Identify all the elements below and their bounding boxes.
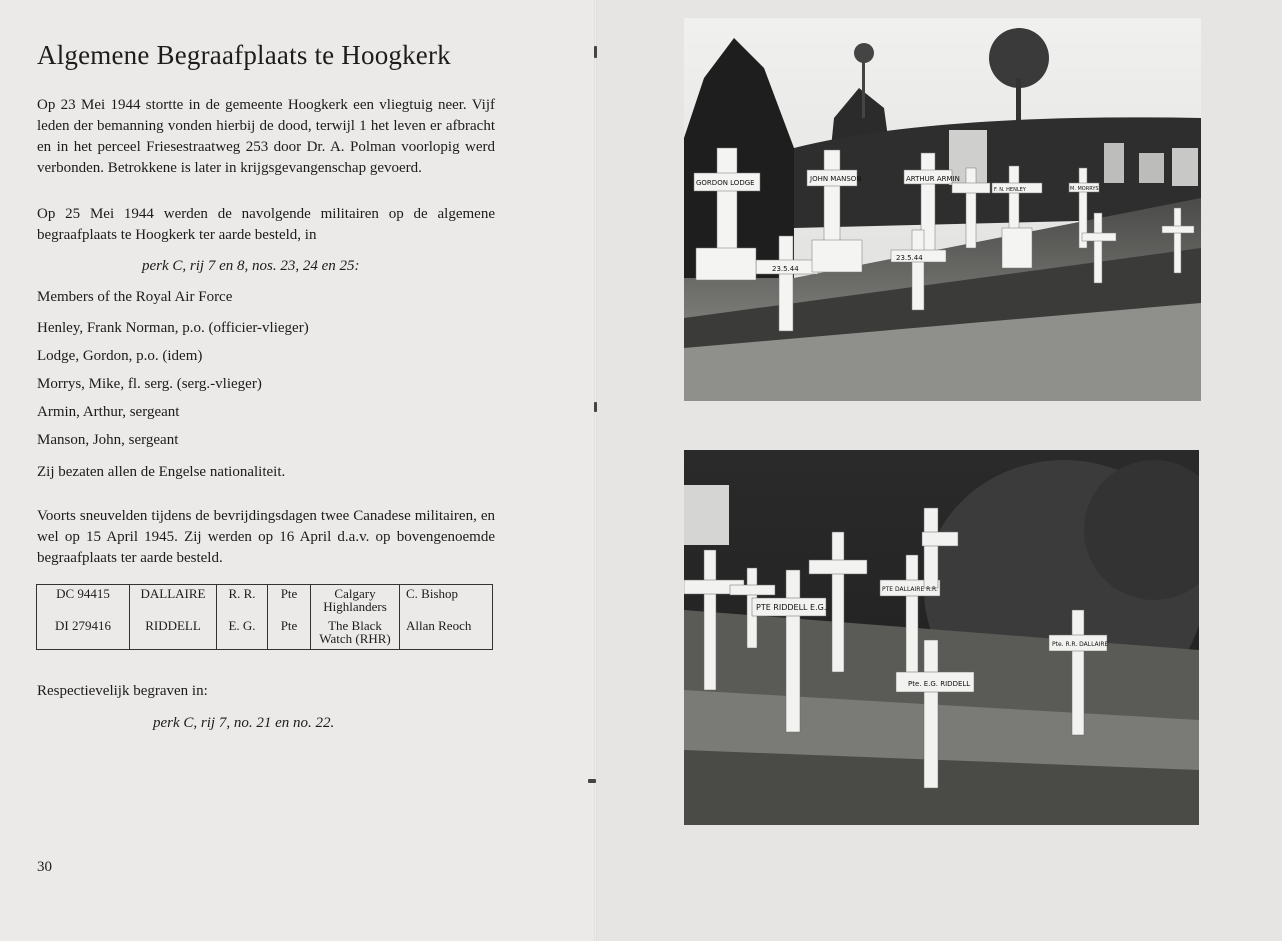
- rank: Pte: [268, 585, 311, 618]
- surname: RIDDELL: [130, 617, 217, 650]
- cross-label: JOHN MANSON: [810, 175, 862, 183]
- page-number: 30: [37, 859, 52, 875]
- next-of-kin: Allan Reoch: [400, 617, 493, 650]
- plot-reference-2: perk C, rij 7, no. 21 en no. 22.: [153, 715, 335, 731]
- table-row: [37, 585, 493, 618]
- table-row: [37, 617, 493, 650]
- page-title: Algemene Begraafplaats te Hoogkerk: [37, 40, 451, 70]
- nationality-note: Zij bezaten allen de Engelse nationaliteit.: [37, 464, 286, 480]
- crew-member: Henley, Frank Norman, p.o. (officier-vlieger): [37, 320, 309, 336]
- binding-mark: [594, 402, 597, 412]
- binding-mark: [594, 46, 597, 58]
- crew-member: Armin, Arthur, sergeant: [37, 404, 180, 420]
- book-spine: [594, 0, 597, 941]
- crew-member: Morrys, Mike, fl. serg. (serg.-vlieger): [37, 376, 262, 392]
- cross-label: Pte. R.R. DALLAIRE: [1052, 641, 1109, 648]
- photo-graves-raf: [684, 18, 1201, 401]
- cross-label: M. MORRYS: [1070, 186, 1099, 192]
- cross-label: Pte. E.G. RIDDELL: [908, 680, 971, 688]
- unit: Calgary Highlanders: [311, 585, 400, 618]
- initials: R. R.: [217, 585, 268, 618]
- buried-label: Respectievelijk begraven in:: [37, 683, 208, 699]
- binding-mark: [588, 779, 596, 783]
- initials: E. G.: [217, 617, 268, 650]
- group-heading: Members of the Royal Air Force: [37, 289, 233, 305]
- unit: The Black Watch (RHR): [311, 617, 400, 650]
- canadian-paragraph: Voorts sneuvelden tijdens de bevrijdingsdagen twee Canadese militairen, en wel op 15 April 1945. Zij werden op 16 April d.a.v. op bovengenoemde begraafplaats ter aarde besteld.: [37, 508, 495, 566]
- cross-label: PTE DALLAIRE R.R.: [882, 586, 938, 593]
- surname: DALLAIRE: [130, 585, 217, 618]
- cross-label: F. N. HENLEY: [994, 187, 1026, 193]
- cross-label: 23.5.44: [896, 254, 923, 262]
- crew-member: Lodge, Gordon, p.o. (idem): [37, 348, 203, 364]
- burial-intro-paragraph: Op 25 Mei 1944 werden de navolgende militairen op de algemene begraafplaats te Hoogkerk ter aarde besteld, in: [37, 206, 495, 243]
- plot-reference-1: perk C, rij 7 en 8, nos. 23, 24 en 25:: [142, 258, 360, 274]
- service-number: DC 94415: [37, 585, 130, 618]
- cross-label: ARTHUR ARMIN: [906, 175, 960, 183]
- crew-member: Manson, John, sergeant: [37, 432, 179, 448]
- next-of-kin: C. Bishop: [400, 585, 493, 618]
- service-number: DI 279416: [37, 617, 130, 650]
- soldiers-table: [36, 584, 493, 650]
- cross-label: GORDON LODGE: [696, 179, 755, 187]
- photo-graves-canadian: [684, 450, 1199, 825]
- cross-label: 23.5.44: [772, 265, 799, 273]
- rank: Pte: [268, 617, 311, 650]
- cross-label: PTE RIDDELL E.G.: [756, 603, 827, 612]
- intro-paragraph: Op 23 Mei 1944 stortte in de gemeente Hoogkerk een vliegtuig neer. Vijf leden der bemanning vonden hierbij de dood, terwijl 1 het leven er afbracht en in het perceel Friesestraatweg 253 door Dr. A. Polman voorlopig werd verbonden. Betrokkene is later in krijgsgevangenschap gevoerd.: [37, 97, 495, 176]
